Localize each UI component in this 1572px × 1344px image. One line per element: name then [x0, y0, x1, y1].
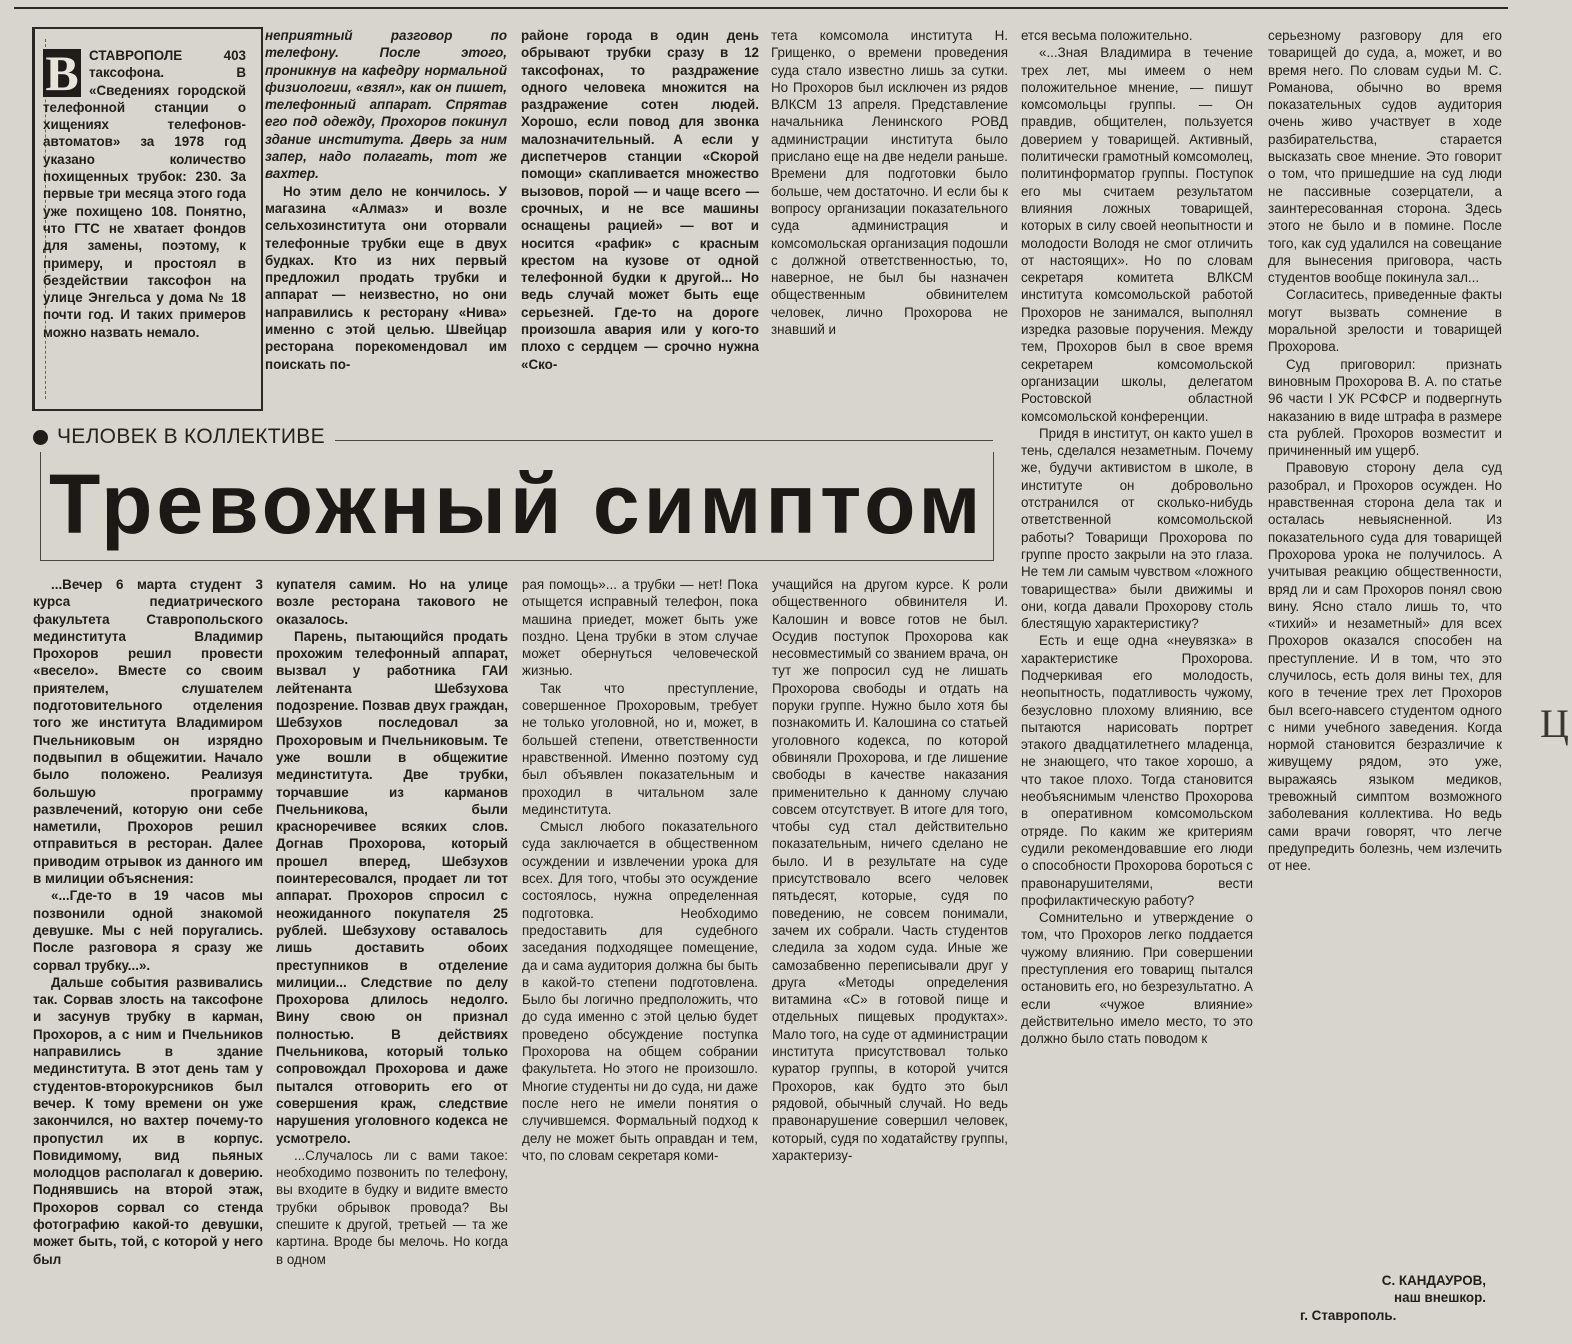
paragraph: купателя самим. Но на улице возле ресторана такового не оказалось.	[276, 577, 508, 627]
paragraph: Дальше события развивались так. Сорвав злость на таксофоне и засунув трубку в карман, Прохоров, а с ним и Пчельников направились в здание мединститута. В этот день там у студентов-второкурсников был вечер. К тому времени он уже закончился, но вахтер почему-то пропустил их в корпус. Повидимому, вид пьяных молодцов располагал к доверию. Поднявшись на второй этаж, Прохоров сорвал со стенда фотографию какой-то девушки, может быть, той, с которой у него был	[33, 974, 263, 1267]
byline	[1300, 1272, 1486, 1324]
paragraph: рая помощь»... а трубки — нет! Пока отыщется исправный телефон, пока машина приедет, может быть уже поздно. Цена трубки в этом случае может обернуться человеческой жизнью.	[522, 577, 758, 679]
paragraph: ...Вечер 6 марта студент 3 курса педиатрического факультета Ставропольского мединститута Владимир Прохоров решил провести «весело». Вместе со своим приятелем, слушателем подготовительного отделения того же института Владимиром Пчельниковым он изрядно подвыпил в общежитии. Начало было положено. Реализуя большую программу развлечений, которую они себе наметили, Прохоров решил отправиться в ресторан. Далее приводим отрывок из данного им в милиции объяснения:	[33, 577, 263, 887]
paragraph: ...Случалось ли с вами такое: необходимо позвонить по телефону, вы входите в будку и видите вместо трубки обрывок провода? Вы спешите к другой, третьей — та же картина. Вроде бы мелочь. Но когда в одном	[276, 1147, 508, 1267]
column-5	[1021, 27, 1253, 1333]
lower-column-2	[276, 576, 508, 1331]
paragraph: неприятный разговор по телефону. После этого, проникнув на кафедру нормальной физиологии, «взял», как он пишет, телефонный аппарат. Спрятав его под одежду, Прохоров покинул здание института. Дверь за ним запер, надо полагать, тот же вахтер.	[265, 28, 507, 182]
margin-pencil-mark: Ц	[1540, 701, 1569, 746]
rubric-rule	[335, 440, 993, 441]
paragraph: Смысл любого показательного суда заключается в общественном осуждении и извлечении урока для всех. Для того, чтобы это осуждение состоялось, нужна определенная подготовка. Необходимо предоставить для судебного заседания подходящее помещение, да и сама аудитория должна бы быть в какой-то степени подготовлена. Было бы логично предположить, что до суда именно с этой целью будет проведено обсуждение поступка Прохорова на общем собрании факультета. Но этого не произошло. Многие студенты ни до суда, ни даже после него не имели понятия о случившемся. Формальный подход к делу не может быть оправдан и тем, что, по словам секретаря коми-	[522, 819, 758, 1163]
paragraph: Есть и еще одна «неувязка» в характеристике Прохорова. Подчеркивая его молодость, неопытность, податливость чужому, безусловно плохому влиянию, все пытаются нарисовать портрет этакого двадцатилетнего младенца, не знающего, что такое хорошо, а что такое плохо. Тогда становится необъяснимым членство Прохорова в оперативном комсомольском отряде. По каким же критериям судили рекомендовавшие его люди о способности Прохорова бороться с правонарушителями, вести профилактическую работу?	[1021, 633, 1253, 908]
headline-box	[40, 452, 994, 561]
upper-column-3	[521, 27, 759, 417]
paragraph: Парень, пытающийся продать прохожим телефонный аппарат, вызвал у работника ГАИ лейтенанта Шебзухова подозрение. Позвав двух граждан, Шебзухов последовал за Прохоровым и Пчельниковым. Те уже вошли в общежитие мединститута. Две трубки, торчавшие из карманов Пчельникова, были красноречивее всяких слов. Догнав Прохорова, который прошел вперед, Шебзухов поинтересовался, продает ли тот аппарат. Прохоров спросил с неожиданного покупателя 25 рублей. Шебзухову оставалось лишь доставить обоих преступников в отделение милиции... Следствие по делу Прохорова длилось недолго. Вину свою он признал полностью. В действиях Пчельникова, который только сопровождал Прохорова и даже пытался отговорить его от совершения краж, следствие нарушения уголовного кодекса не усмотрело.	[276, 628, 508, 1146]
paragraph: ется весьма положительно.	[1021, 28, 1193, 43]
upper-column-4	[771, 27, 1008, 411]
paragraph: Но этим дело не кончилось. У магазина «Алмаз» и возле сельхозинститута они оторвали телефонные трубки еще в двух будках. Кто из них первый предложил продать трубки и аппарат — неизвестно, но они направились к ресторану «Нива» именно с этой целью. Швейцар ресторана порекомендовал им поискать по-	[265, 183, 507, 372]
bullet-icon	[33, 430, 48, 445]
paragraph: Суд приговорил: признать виновным Прохорова В. А. по статье 96 части I УК РСФСР и подвергнуть наказанию в виде штрафа в размере ста рублей. Прохоров возместит и причиненный им ущерб.	[1268, 356, 1502, 459]
upper-column-2	[265, 27, 507, 411]
rubric-label: ЧЕЛОВЕК В КОЛЛЕКТИВЕ	[57, 425, 325, 448]
paragraph: районе города в один день обрывают трубки сразу в 12 таксофонах, то раздражение одного человека множится на раздражение сотен людей. Хорошо, если повод для звонка малозначительный. А если у диспетчеров станции «Скорой помощи» скапливается множество вызовов, порой — и чаще всего — срочных, и не все машины оснащены рацией» — вот и носится «рафик» с красным крестом на кузове от одной телефонной будки к другой... Но ведь случай может быть еще серьезней. Где-то на дороге произошла авария или у кого-то плохо с сердцем — срочно нужна «Ско-	[521, 28, 759, 372]
top-rule	[14, 7, 1508, 9]
drop-cap: В	[43, 49, 81, 97]
paragraph: тета комсомола института Н. Грищенко, о времени проведения суда стало известно лишь за сутки. Но Прохоров был исключен из рядов ВЛКСМ 13 апреля. Представление начальника Ленинского РОВД администрации института было прислано еще на две недели раньше. Времени для подготовки было больше, чем достаточно. И если бы к вопросу организации показательного суда администрация и комсомольская организация подошли с должной ответственностью, то, наверное, не был бы назначен общественным обвинителем человек, лично Прохорова не знавший и	[771, 28, 1008, 338]
paragraph: «...Зная Владимира в течение трех лет, мы имеем о нем положительное мнение, — пишут комсомольцы группы. — Он правдив, общителен, пользуется доверием у товарищей. Активный, политически грамотный комсомолец, политинформатор группы. Поступок его мы считаем результатом влияния ложных товарищей, которых в силу своей неопытности и молодости Володя не смог отличить от настоящих». Но по словам секретаря комитета ВЛКСМ института комсомольской работой Прохоров не занимался, выполнял изредка разовые поручения. Между тем, Прохоров был в свое время секретарем комсомольской организации школы, делегатом Ростовской областной комсомольской конференции.	[1021, 45, 1253, 424]
lower-column-4	[772, 576, 1008, 1331]
paragraph: Согласитесь, приведенные факты могут вызвать сомнение в моральной зрелости и товарищей Прохорова.	[1268, 287, 1502, 355]
lower-column-3	[522, 576, 758, 1331]
paragraph: учащийся на другом курсе. К роли общественного обвинителя И. Калошин и вовсе готов не был. Осудив поступок Прохорова как несовместимый со званием врача, он тут же попросил суд не лишать Прохорова свободы и отдать на поруки группе. Нужно было хотя бы познакомить И. Калошина со статьей уголовного кодекса, по которой обвиняли Прохорова, и где лишение свободы в качестве наказания применительно к данному случаю совсем отсутствует. В итоге для того, чтобы суд стал действительно показательным, ничего сделано не было. И в результате на суде присутствовало всего человек пятьдесят, которые, судя по поведению, не совсем понимали, зачем их собрали. Часть студентов следила за ходом суда. Иные же самозабвенно переписывали друг у друга «Методы определения витамина «С» в готовой пище и отдельных пищевых продуктах». Мало того, на суде от администрации института присутствовал только куратор группы, в которой учится Прохоров, как будто это был рядовой, обычный случай. Но ведь правонарушение совершил человек, который, судя по ходатайству группы, характеризу-	[772, 577, 1008, 1163]
lede-body: СТАВРОПОЛЕ 403 таксофона. В «Сведениях городской телефонной станции о хищениях телефонов-автоматов» за 1978 год указано количество похищенных трубок: 230. За первые три месяца этого года уже похищено 108. Понятно, что ГТС не хватает фондов для замены, поэтому, к примеру, и простоял в бездействии таксофон на улице Энгельса у дома № 18 почти год. И таких примеров можно назвать немало.	[43, 48, 246, 340]
author-place: г. Ставрополь.	[1300, 1307, 1397, 1323]
author-role: наш внешкор.	[1394, 1290, 1486, 1306]
paragraph: Придя в институт, он както ушел в тень, сделался незаметным. Почему же, будучи активистом в школе, в институте он добровольно отстранился от сколько-нибудь ответственной комсомольской работы? Товарищи Прохорова по группе просто закрыли на это глаза. Не тем ли самым чувством «ложного товарищества» были движимы и они, когда давали Прохорову столь блестящую характеристику?	[1021, 425, 1253, 632]
headline: Тревожный симптом	[49, 457, 985, 551]
paragraph: серьезному разговору для его товарищей до суда, а, может, и во время него. По словам судьи М. С. Романова, обычно во время показательных судов аудитория очень живо участвует в ходе разбирательства, старается высказать свое мнение. Это говорит о том, что пришедшие на суд люди не пассивные созерцатели, а заинтересованная сторона. Здесь этого не было и в помине. После того, как суд удалился на совещание для вынесения приговора, часть студентов вообще покинула зал...	[1268, 28, 1502, 286]
lede-text	[43, 47, 246, 395]
lower-column-1	[33, 576, 263, 1331]
paragraph: Сомнительно и утверждение о том, что Прохоров легко поддается чужому влиянию. При совершении преступления его товарищ пытался остановить его, но безрезультатно. А если «чужое влияние» действительно имело место, то это должно было стать поводом к	[1021, 910, 1253, 1047]
rubric	[33, 424, 993, 450]
paragraph: Так что преступление, совершенное Прохоровым, требует не только уголовной, но и, может, в большей степени, ответственности нравственной. Именно поэтому суд был объявлен показательным и проходил в читальном зале мединститута.	[522, 680, 758, 817]
paragraph: «...Где-то в 19 часов мы позвонили одной знакомой девушке. Мы с ней поругались. После разговора я сразу же сорвал трубку...».	[33, 888, 263, 973]
lede-box	[32, 27, 263, 411]
paragraph: Правовую сторону дела суд разобрал, и Прохоров осужден. Но нравственная сторона дела так и осталась невыясненной. Из показательного суда для товарищей Прохорова урока не получилось. А учитывая реакцию общественности, вряд ли и сам Прохоров понял свою вину. Ясно стало лишь то, что «тихий» и незаметный» для всех Прохоров оказался способен на преступление. И в том, что это случилось, есть доля вины тех, для кого в течение трех лет Прохоров был всего-навсего студентом одного с ними учебного заведения. Когда нормой становится безразличие к живущему рядом, это уже, выражаясь языком медиков, тревожный симптом возможного заболевания коллектива. Но ведь сами врачи говорят, что легче предупредить болезнь, чем излечить от нее.	[1268, 460, 1502, 874]
column-6	[1268, 27, 1502, 1257]
author-name: С. КАНДАУРОВ,	[1381, 1273, 1486, 1288]
